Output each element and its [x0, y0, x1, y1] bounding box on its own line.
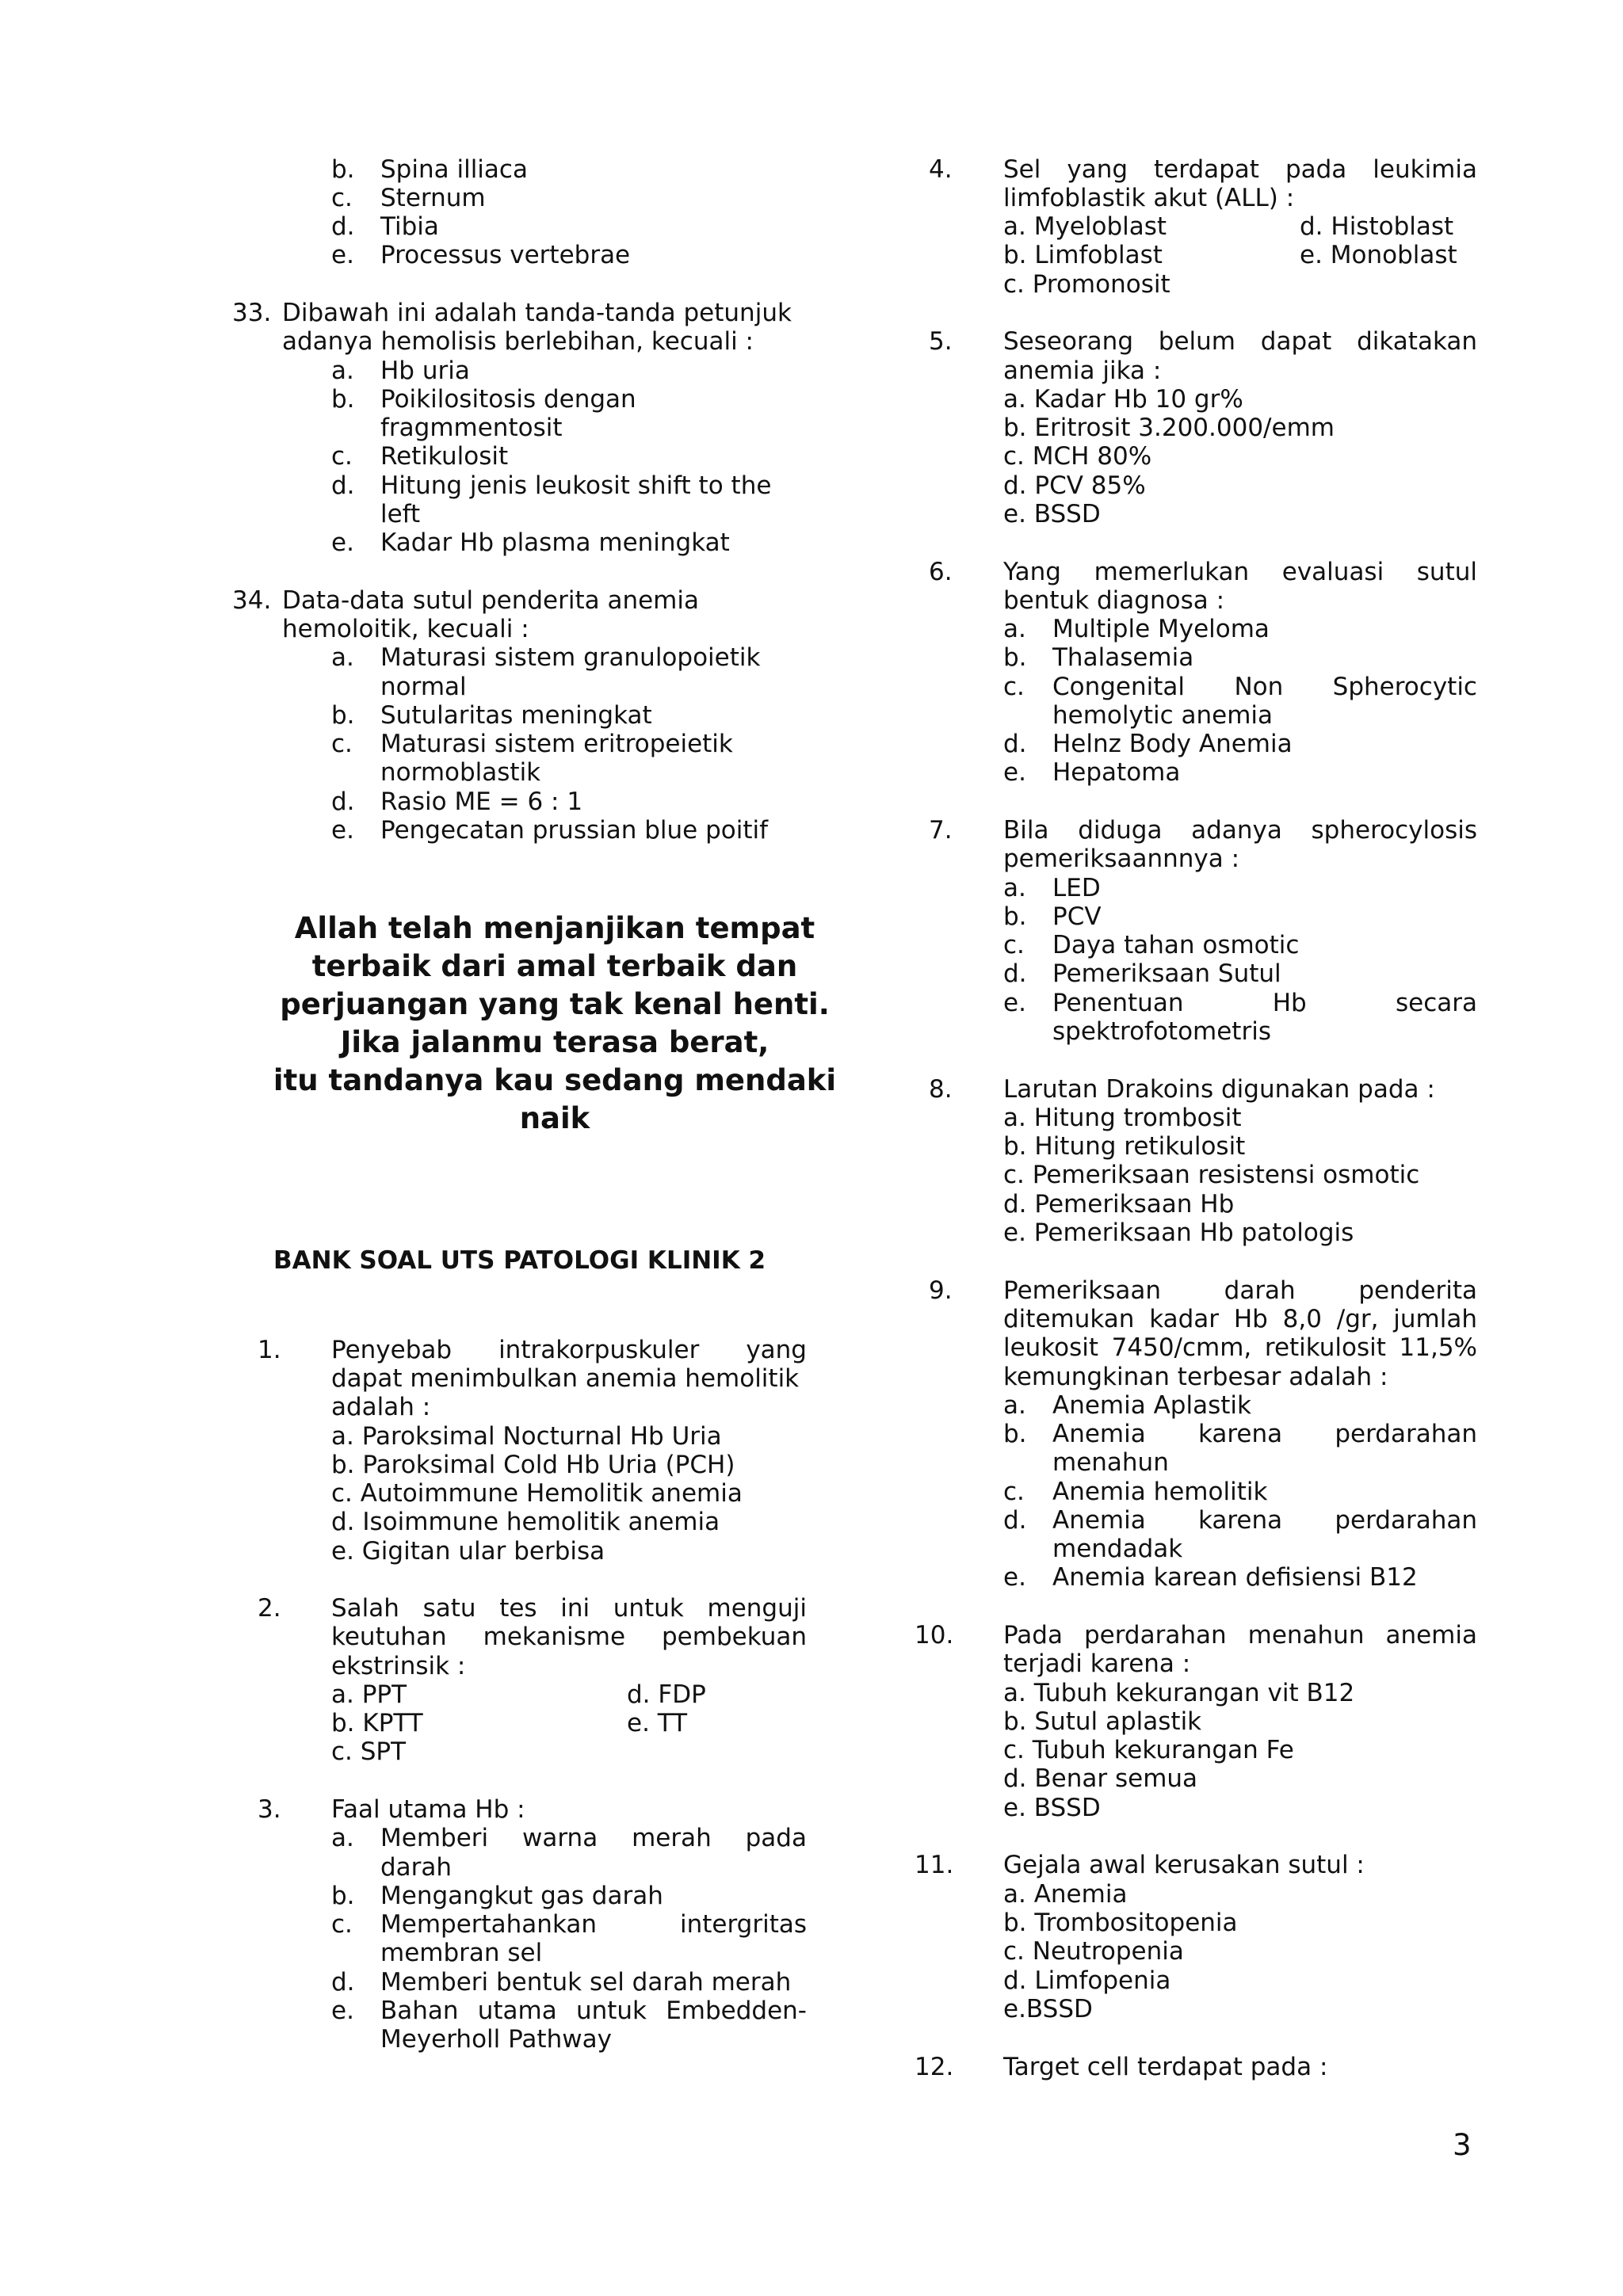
option-text: PCV	[1052, 902, 1102, 931]
option-letter: a.	[331, 1824, 354, 1852]
option-letter: a.	[1003, 874, 1026, 902]
option-text: normal	[380, 673, 467, 701]
option-text: a. Anemia	[1003, 1880, 1128, 1909]
option-letter: a.	[1003, 1391, 1026, 1420]
question-number: 11.	[915, 1851, 954, 1879]
quote-line: Jika jalanmu terasa berat,	[340, 1025, 769, 1059]
option-text: e.BSSD	[1003, 1995, 1093, 2023]
question-text: bentuk diagnosa :	[1003, 586, 1225, 615]
quote-line: Allah telah menjanjikan tempat	[294, 911, 815, 945]
option-text: Anemia karena perdarahan	[1052, 1420, 1477, 1448]
option-text: b. Limfoblast	[1003, 241, 1163, 269]
option-text: a. Paroksimal Nocturnal Hb Uria	[331, 1422, 722, 1451]
page-number: 3	[1453, 2128, 1472, 2162]
question-number: 33.	[232, 299, 272, 327]
section-title: BANK SOAL UTS PATOLOGI KLINIK 2	[273, 1246, 766, 1275]
question-text: Faal utama Hb :	[331, 1795, 525, 1824]
option-text: Kadar Hb plasma meningkat	[380, 528, 730, 557]
question-text: adalah :	[331, 1393, 431, 1421]
question-text: Bila diduga adanya spherocylosis	[1003, 816, 1477, 845]
option-text: fragmmentosit	[380, 414, 563, 442]
option-letter: b.	[1003, 1420, 1027, 1448]
option-text: a. PPT	[331, 1680, 407, 1709]
question-number: 12.	[915, 2053, 954, 2081]
question-text: Larutan Drakoins digunakan pada :	[1003, 1075, 1435, 1104]
option-letter: c.	[1003, 1478, 1025, 1506]
option-letter: a.	[331, 357, 354, 385]
question-text: anemia jika :	[1003, 357, 1162, 385]
question-text: Target cell terdapat pada :	[1003, 2053, 1328, 2081]
option-text: e. BSSD	[1003, 1794, 1101, 1822]
option-text: Processus vertebrae	[380, 241, 631, 269]
question-text: Gejala awal kerusakan sutul :	[1003, 1851, 1365, 1879]
option-letter: d.	[1003, 959, 1027, 988]
option-letter: b.	[331, 155, 355, 184]
option-text: Sternum	[380, 184, 486, 212]
option-text: b. Trombositopenia	[1003, 1909, 1238, 1937]
quote-line: itu tandanya kau sedang mendaki	[273, 1063, 837, 1097]
question-number: 2.	[258, 1594, 281, 1623]
option-text: Penentuan Hb secara	[1052, 989, 1477, 1017]
option-letter: b.	[1003, 902, 1027, 931]
option-text: menahun	[1052, 1448, 1169, 1477]
option-letter: e.	[331, 816, 354, 845]
option-text: d. Pemeriksaan Hb	[1003, 1190, 1235, 1219]
option-text: c. Neutropenia	[1003, 1937, 1184, 1966]
option-text: Rasio ME = 6 : 1	[380, 788, 583, 816]
option-text: Anemia karena perdarahan	[1052, 1506, 1477, 1535]
question-text: ditemukan kadar Hb 8,0 /gr, jumlah	[1003, 1305, 1477, 1333]
option-text: d. Limfopenia	[1003, 1966, 1171, 1995]
question-text: dapat menimbulkan anemia hemolitik	[331, 1364, 800, 1393]
option-letter: d.	[331, 212, 355, 241]
question-text: Dibawah ini adalah tanda-tanda petunjuk	[282, 299, 792, 327]
option-text: e. Monoblast	[1300, 241, 1457, 269]
option-letter: c.	[1003, 673, 1025, 701]
option-text: Congenital Non Spherocytic	[1052, 673, 1477, 701]
option-letter: d.	[331, 471, 355, 500]
question-text: Pemeriksaan darah penderita	[1003, 1276, 1477, 1305]
option-letter: c.	[331, 730, 353, 758]
option-text: b. Sutul aplastik	[1003, 1707, 1202, 1736]
option-text: e. TT	[627, 1709, 688, 1737]
option-text: e. Gigitan ular berbisa	[331, 1537, 605, 1566]
option-text: c. SPT	[331, 1737, 407, 1766]
question-number: 3.	[258, 1795, 281, 1824]
question-text: limfoblastik akut (ALL) :	[1003, 184, 1295, 212]
option-letter: b.	[331, 385, 355, 414]
option-letter: b.	[1003, 643, 1027, 672]
question-text: ekstrinsik :	[331, 1652, 466, 1680]
option-text: Hitung jenis leukosit shift to the	[380, 471, 772, 500]
option-text: c. Autoimmune Hemolitik anemia	[331, 1479, 743, 1508]
option-text: b. Hitung retikulosit	[1003, 1132, 1246, 1161]
option-text: d. PCV 85%	[1003, 471, 1146, 500]
option-letter: d.	[331, 1968, 355, 1997]
option-text: Helnz Body Anemia	[1052, 730, 1293, 758]
option-text: Maturasi sistem eritropeietik	[380, 730, 733, 758]
option-text: b. Eritrosit 3.200.000/emm	[1003, 414, 1335, 442]
question-text: pemeriksaannnya :	[1003, 845, 1240, 873]
option-letter: d.	[331, 788, 355, 816]
option-text: Memberi bentuk sel darah merah	[380, 1968, 792, 1997]
option-text: Maturasi sistem granulopoietik	[380, 643, 761, 672]
option-text: b. KPTT	[331, 1709, 423, 1737]
option-text: Memberi warna merah pada	[380, 1824, 807, 1852]
option-text: a. Myeloblast	[1003, 212, 1167, 241]
option-text: Mengangkut gas darah	[380, 1882, 663, 1910]
option-letter: a.	[331, 643, 354, 672]
option-text: Spina illiaca	[380, 155, 528, 184]
question-text: adanya hemolisis berlebihan, kecuali :	[282, 327, 754, 356]
question-text: Data-data sutul penderita anemia	[282, 586, 699, 615]
question-text: Pada perdarahan menahun anemia	[1003, 1621, 1477, 1650]
quote-line: terbaik dari amal terbaik dan	[311, 949, 798, 983]
option-text: normoblastik	[380, 758, 541, 787]
option-text: Thalasemia	[1052, 643, 1194, 672]
option-text: Bahan utama untuk Embedden-	[380, 1997, 807, 2025]
option-text: a. Tubuh kekurangan vit B12	[1003, 1679, 1355, 1707]
question-text: Seseorang belum dapat dikatakan	[1003, 327, 1477, 356]
option-text: a. Kadar Hb 10 gr%	[1003, 385, 1243, 414]
option-text: c. Tubuh kekurangan Fe	[1003, 1736, 1294, 1764]
option-letter: c.	[331, 442, 353, 471]
option-text: Anemia karean defisiensi B12	[1052, 1563, 1418, 1592]
option-letter: e.	[1003, 758, 1026, 787]
question-number: 1.	[258, 1336, 281, 1364]
question-number: 7.	[929, 816, 953, 845]
question-text: kemungkinan terbesar adalah :	[1003, 1363, 1388, 1391]
option-letter: c.	[1003, 931, 1025, 959]
option-text: left	[380, 500, 421, 528]
option-text: Multiple Myeloma	[1052, 615, 1270, 643]
option-text: b. Paroksimal Cold Hb Uria (PCH)	[331, 1451, 735, 1479]
option-text: e. BSSD	[1003, 500, 1101, 528]
option-text: mendadak	[1052, 1535, 1183, 1563]
option-text: a. Hitung trombosit	[1003, 1104, 1242, 1132]
quote-line: naik	[519, 1101, 590, 1135]
option-letter: a.	[1003, 615, 1026, 643]
option-letter: e.	[1003, 1563, 1026, 1592]
option-text: Anemia hemolitik	[1052, 1478, 1268, 1506]
option-text: Retikulosit	[380, 442, 509, 471]
option-text: Hb uria	[380, 357, 470, 385]
option-letter: e.	[1003, 989, 1026, 1017]
option-text: d. Benar semua	[1003, 1764, 1198, 1793]
option-text: membran sel	[380, 1939, 543, 1967]
question-number: 6.	[929, 558, 953, 586]
option-letter: e.	[331, 528, 354, 557]
option-text: Sutularitas meningkat	[380, 701, 652, 730]
option-text: c. MCH 80%	[1003, 442, 1152, 471]
question-text: Sel yang terdapat pada leukimia	[1003, 155, 1477, 184]
option-text: e. Pemeriksaan Hb patologis	[1003, 1219, 1354, 1247]
question-number: 8.	[929, 1075, 953, 1104]
option-text: d. FDP	[627, 1680, 706, 1709]
option-letter: d.	[1003, 1506, 1027, 1535]
option-text: c. Pemeriksaan resistensi osmotic	[1003, 1161, 1420, 1189]
question-number: 9.	[929, 1276, 953, 1305]
option-letter: c.	[331, 184, 353, 212]
option-letter: b.	[331, 1882, 355, 1910]
question-text: Penyebab intrakorpuskuler yang	[331, 1336, 807, 1364]
question-text: Yang memerlukan evaluasi sutul	[1003, 558, 1477, 586]
option-text: spektrofotometris	[1052, 1017, 1271, 1046]
option-text: Tibia	[380, 212, 439, 241]
option-letter: d.	[1003, 730, 1027, 758]
option-text: Mempertahankan intergritas	[380, 1910, 807, 1939]
question-text: keutuhan mekanisme pembekuan	[331, 1623, 807, 1651]
option-text: Meyerholl Pathway	[380, 2025, 612, 2054]
option-text: c. Promonosit	[1003, 270, 1170, 299]
question-number: 5.	[929, 327, 953, 356]
option-text: Anemia Aplastik	[1052, 1391, 1251, 1420]
option-text: Pengecatan prussian blue poitif	[380, 816, 769, 845]
question-text: hemoloitik, kecuali :	[282, 615, 529, 643]
option-letter: e.	[331, 1997, 354, 2025]
question-number: 10.	[915, 1621, 954, 1650]
question-text: Salah satu tes ini untuk menguji	[331, 1594, 807, 1623]
option-text: hemolytic anemia	[1052, 701, 1274, 730]
option-text: Daya tahan osmotic	[1052, 931, 1300, 959]
option-text: Hepatoma	[1052, 758, 1181, 787]
option-text: Pemeriksaan Sutul	[1052, 959, 1281, 988]
option-text: d. Histoblast	[1300, 212, 1454, 241]
question-number: 34.	[232, 586, 272, 615]
option-text: d. Isoimmune hemolitik anemia	[331, 1508, 720, 1536]
option-letter: c.	[331, 1910, 353, 1939]
option-text: Poikilositosis dengan	[380, 385, 636, 414]
quote-line: perjuangan yang tak kenal henti.	[280, 987, 830, 1021]
option-text: LED	[1052, 874, 1101, 902]
option-text: darah	[380, 1853, 453, 1882]
option-letter: b.	[331, 701, 355, 730]
question-number: 4.	[929, 155, 953, 184]
question-text: leukosit 7450/cmm, retikulosit 11,5%	[1003, 1333, 1477, 1362]
question-text: terjadi karena :	[1003, 1650, 1191, 1678]
option-letter: e.	[331, 241, 354, 269]
